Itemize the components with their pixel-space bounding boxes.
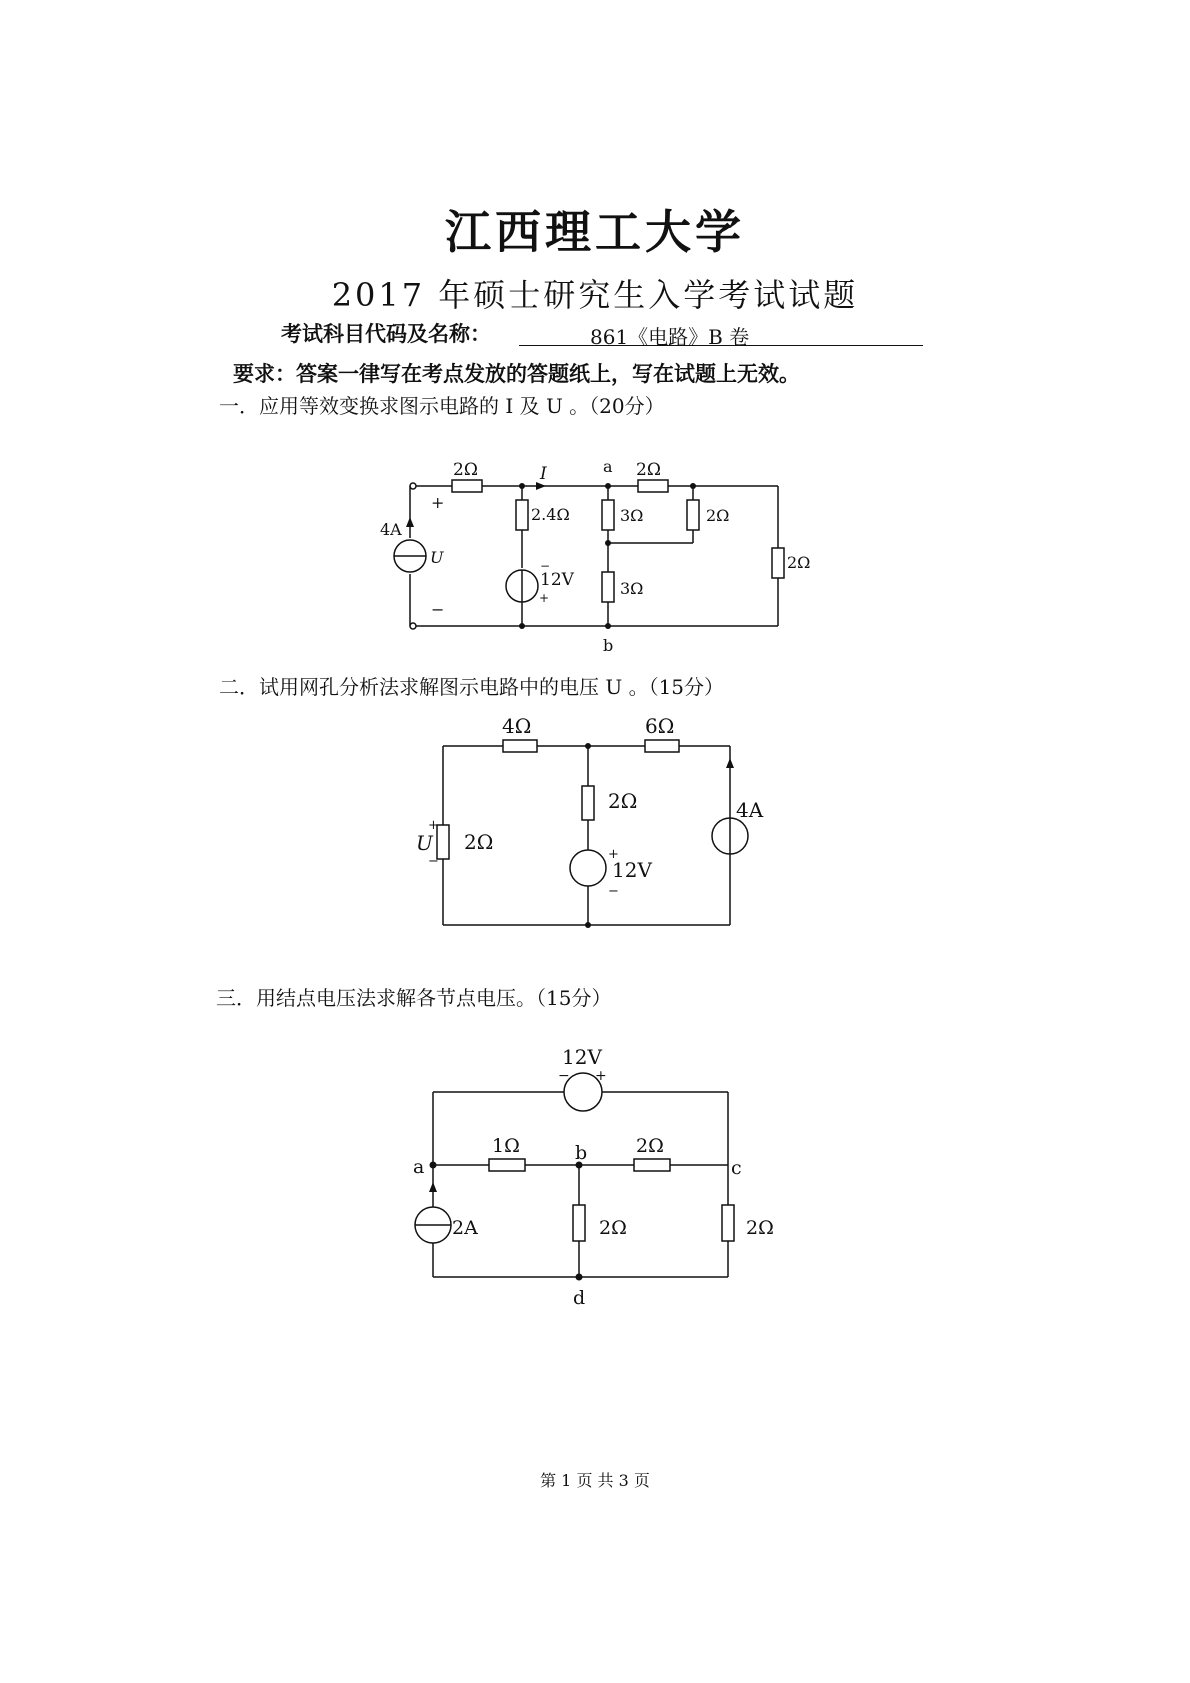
src-12v-minus: − xyxy=(540,559,551,573)
src-2a-label: 2A xyxy=(452,1217,478,1239)
r-2-top-label: 2Ω xyxy=(636,1135,664,1157)
r-4-label: 4Ω xyxy=(502,714,532,738)
page-footer: 第 1 页 共 3 页 xyxy=(540,1471,650,1490)
u-minus-label: − xyxy=(431,600,445,619)
node-d-label: d xyxy=(573,1287,586,1309)
r-2-mid-label: 2Ω xyxy=(599,1217,627,1239)
src-4a-label: 4A xyxy=(736,798,764,822)
r-2-right-label: 2Ω xyxy=(746,1217,774,1239)
circuit-2 xyxy=(405,708,764,933)
r-2-mid-label: 2Ω xyxy=(706,506,730,525)
r-2-left-label: 2Ω xyxy=(464,830,494,854)
u-minus-label: − xyxy=(428,854,439,869)
src-12v-label: 12V xyxy=(562,1045,602,1069)
r-top-left-label: 2Ω xyxy=(453,460,478,480)
u-plus-label: + xyxy=(428,818,439,833)
circuit-3 xyxy=(405,1040,790,1310)
question-1-text: 一．应用等效变换求图示电路的 I 及 U 。（20分） xyxy=(219,394,665,418)
node-a-label: a xyxy=(413,1156,425,1178)
question-2-text: 二．试用网孔分析法求解图示电路中的电压 U 。（15分） xyxy=(219,675,725,699)
src-12v-minus: − xyxy=(608,884,619,899)
exam-title: 2017 年硕士研究生入学考试试题 xyxy=(331,276,859,314)
r-2-right-label: 2Ω xyxy=(787,553,811,572)
src-12v-label: 12V xyxy=(540,570,574,590)
src-12v-plus: + xyxy=(539,591,550,605)
question-3-text: 三．用结点电压法求解各节点电压。（15分） xyxy=(216,986,612,1010)
r-2-mid-label: 2Ω xyxy=(608,789,638,813)
node-b-label: b xyxy=(575,1142,588,1164)
src-current-label: 4A xyxy=(380,520,402,539)
u-plus-label: + xyxy=(431,493,445,512)
src-12v-plus: + xyxy=(595,1068,607,1084)
requirement-note: 要求：答案一律写在考点发放的答题纸上，写在试题上无效。 xyxy=(233,362,800,386)
current-i-label: I xyxy=(540,464,547,484)
node-b-label: b xyxy=(603,636,614,655)
circuit-1 xyxy=(380,455,811,660)
subject-value: 861《电路》B 卷 xyxy=(590,325,750,349)
r-24-label: 2.4Ω xyxy=(531,505,570,524)
r-3-upper-label: 3Ω xyxy=(620,506,644,525)
src-12v-plus: + xyxy=(608,847,619,862)
src-12v-minus: − xyxy=(558,1068,570,1084)
university-title: 江西理工大学 xyxy=(445,205,745,259)
r-top-right-label: 2Ω xyxy=(636,460,661,480)
src-voltage-label: U xyxy=(430,548,444,567)
src-12v-label: 12V xyxy=(612,858,652,882)
node-a-label: a xyxy=(603,457,613,476)
r-3-lower-label: 3Ω xyxy=(620,579,644,598)
u-label: U xyxy=(416,831,433,855)
node-c-label: c xyxy=(731,1157,742,1179)
r-6-label: 6Ω xyxy=(645,714,675,738)
subject-label: 考试科目代码及名称： xyxy=(281,322,491,346)
r-1-label: 1Ω xyxy=(492,1135,520,1157)
